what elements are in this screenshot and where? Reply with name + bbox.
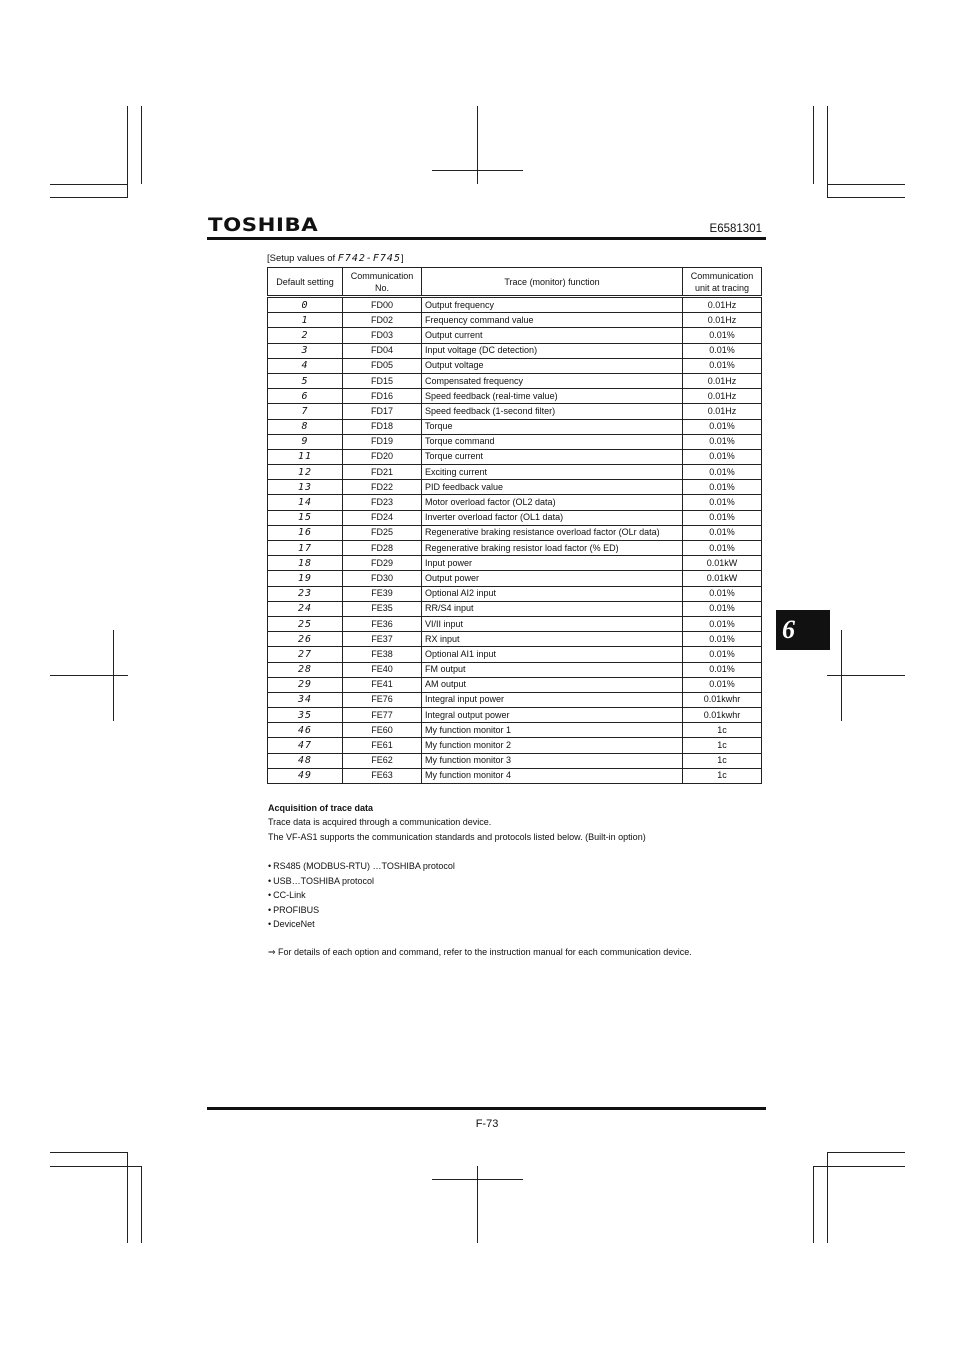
cell-trace-function: Compensated frequency [422,373,683,388]
cell-trace-function: My function monitor 4 [422,768,683,783]
list-item: • DeviceNet [268,917,455,932]
cell-communication-unit: 0.01Hz [683,373,762,388]
cell-communication-unit: 0.01kW [683,556,762,571]
caption-prefix: [Setup values of [267,253,338,264]
cell-default-setting: 24 [268,601,343,616]
cell-communication-unit: 0.01% [683,449,762,464]
cell-default-setting: 3 [268,343,343,358]
acquisition-line-2: The VF-AS1 supports the communication standards and protocols listed below. (Built-in option) [268,832,646,842]
cell-default-setting: 48 [268,753,343,768]
cell-communication-no: FD23 [343,495,422,510]
table-row [268,449,762,464]
cell-default-setting: 29 [268,677,343,692]
cell-communication-unit: 0.01% [683,541,762,556]
cell-communication-no: FE60 [343,723,422,738]
cell-trace-function: VI/II input [422,616,683,631]
cell-trace-function: Regenerative braking resistance overload factor (OLr data) [422,525,683,540]
cell-default-setting: 13 [268,480,343,495]
table-row [268,556,762,571]
cell-communication-unit: 0.01% [683,480,762,495]
cell-default-setting: 0 [268,297,343,313]
cell-communication-unit: 0.01% [683,632,762,647]
cell-communication-unit: 0.01% [683,647,762,662]
cell-communication-unit: 0.01% [683,343,762,358]
cell-communication-no: FD20 [343,449,422,464]
table-header-row [268,268,762,297]
cell-trace-function: Integral input power [422,692,683,707]
cell-communication-unit: 0.01% [683,358,762,373]
table-body [268,297,762,784]
cell-communication-unit: 0.01% [683,677,762,692]
cell-communication-unit: 0.01% [683,601,762,616]
cell-communication-unit: 0.01kW [683,571,762,586]
cell-communication-no: FD30 [343,571,422,586]
cell-default-setting: 18 [268,556,343,571]
cell-communication-unit: 0.01kwhr [683,708,762,723]
cell-default-setting: 19 [268,571,343,586]
cell-trace-function: Regenerative braking resistor load factor (% ED) [422,541,683,556]
cell-trace-function: Input voltage (DC detection) [422,343,683,358]
cell-communication-no: FE37 [343,632,422,647]
cell-communication-no: FD17 [343,404,422,419]
chapter-tab: 6 [776,610,830,650]
cell-trace-function: Torque [422,419,683,434]
table-row [268,692,762,707]
cell-trace-function: Torque command [422,434,683,449]
cell-default-setting: 34 [268,692,343,707]
cell-trace-function: Speed feedback (1-second filter) [422,404,683,419]
cell-trace-function: Exciting current [422,465,683,480]
cell-trace-function: Frequency command value [422,313,683,328]
cell-trace-function: Output current [422,328,683,343]
table-row [268,297,762,313]
cell-trace-function: Output voltage [422,358,683,373]
table-row [268,616,762,631]
footer-rule [207,1107,766,1110]
table-row [268,358,762,373]
toshiba-logo: TOSHIBA [208,214,319,236]
cell-communication-no: FE41 [343,677,422,692]
cell-communication-unit: 0.01Hz [683,389,762,404]
list-item: • USB…TOSHIBA protocol [268,874,455,889]
cell-trace-function: Integral output power [422,708,683,723]
list-item: • RS485 (MODBUS-RTU) …TOSHIBA protocol [268,859,455,874]
cell-communication-unit: 0.01% [683,525,762,540]
cell-communication-unit: 1c [683,723,762,738]
cell-communication-no: FD19 [343,434,422,449]
cell-communication-no: FE76 [343,692,422,707]
list-item: • CC-Link [268,888,455,903]
cell-trace-function: Output power [422,571,683,586]
caption-suffix: ] [400,253,404,264]
caption-parameter-range: F742-F745 [337,253,401,264]
table-row [268,647,762,662]
cell-communication-no: FD18 [343,419,422,434]
cell-communication-unit: 0.01Hz [683,404,762,419]
document-number: E6581301 [709,223,762,235]
reference-note: ⇒ For details of each option and command, refer to the instruction manual for each communication device. [268,947,692,957]
cell-default-setting: 16 [268,525,343,540]
cell-communication-unit: 0.01% [683,419,762,434]
table-row [268,495,762,510]
cell-communication-unit: 0.01% [683,662,762,677]
table-row [268,738,762,753]
cell-default-setting: 23 [268,586,343,601]
cell-default-setting: 11 [268,449,343,464]
table-row [268,662,762,677]
table-row [268,419,762,434]
header-rule [207,237,766,240]
cell-default-setting: 4 [268,358,343,373]
cell-communication-no: FD28 [343,541,422,556]
table-row [268,480,762,495]
cell-default-setting: 2 [268,328,343,343]
table-row [268,434,762,449]
cell-default-setting: 14 [268,495,343,510]
cell-default-setting: 35 [268,708,343,723]
cell-communication-unit: 0.01% [683,434,762,449]
cell-communication-no: FD29 [343,556,422,571]
cell-trace-function: Optional AI1 input [422,647,683,662]
cell-default-setting: 28 [268,662,343,677]
cell-default-setting: 12 [268,465,343,480]
cell-communication-no: FD15 [343,373,422,388]
cell-communication-no: FE63 [343,768,422,783]
cell-default-setting: 1 [268,313,343,328]
cell-communication-unit: 0.01Hz [683,297,762,313]
cell-default-setting: 47 [268,738,343,753]
cell-trace-function: My function monitor 2 [422,738,683,753]
cell-default-setting: 46 [268,723,343,738]
cell-communication-no: FD16 [343,389,422,404]
cell-communication-no: FD22 [343,480,422,495]
cell-communication-unit: 0.01% [683,586,762,601]
cell-communication-no: FD24 [343,510,422,525]
cell-communication-no: FD21 [343,465,422,480]
table-row [268,389,762,404]
cell-communication-unit: 0.01Hz [683,313,762,328]
cell-default-setting: 25 [268,616,343,631]
table-row [268,753,762,768]
table-row [268,343,762,358]
cell-trace-function: Input power [422,556,683,571]
acquisition-title: Acquisition of trace data [268,803,374,813]
cell-trace-function: My function monitor 1 [422,723,683,738]
table-row [268,525,762,540]
cell-trace-function: Inverter overload factor (OL1 data) [422,510,683,525]
cell-communication-unit: 0.01% [683,616,762,631]
cell-default-setting: 17 [268,541,343,556]
list-item: • PROFIBUS [268,903,455,918]
table-row [268,541,762,556]
cell-default-setting: 8 [268,419,343,434]
column-header-trace-function: Trace (monitor) function [422,268,683,297]
cell-trace-function: RR/S4 input [422,601,683,616]
column-header-default-setting: Default setting [268,268,343,297]
table-row [268,708,762,723]
cell-communication-unit: 0.01% [683,465,762,480]
cell-communication-no: FE62 [343,753,422,768]
table-row [268,723,762,738]
cell-communication-no: FD03 [343,328,422,343]
cell-communication-no: FE40 [343,662,422,677]
cell-communication-no: FD02 [343,313,422,328]
cell-trace-function: Torque current [422,449,683,464]
cell-communication-no: FE35 [343,601,422,616]
cell-default-setting: 9 [268,434,343,449]
cell-communication-no: FE61 [343,738,422,753]
cell-trace-function: FM output [422,662,683,677]
cell-default-setting: 7 [268,404,343,419]
cell-communication-no: FD25 [343,525,422,540]
cell-communication-unit: 1c [683,738,762,753]
protocol-list [268,859,455,932]
table-row [268,465,762,480]
cell-communication-no: FD00 [343,297,422,313]
cell-default-setting: 5 [268,373,343,388]
cell-communication-no: FE36 [343,616,422,631]
column-header-communication-no: Communication No. [343,268,422,297]
cell-communication-no: FE39 [343,586,422,601]
table-row [268,601,762,616]
table-row [268,677,762,692]
cell-communication-unit: 0.01% [683,328,762,343]
column-header-communication-unit: Communication unit at tracing [683,268,762,297]
table-row [268,313,762,328]
page-number: F-73 [475,1118,499,1130]
cell-communication-no: FD05 [343,358,422,373]
table-row [268,510,762,525]
cell-default-setting: 15 [268,510,343,525]
cell-trace-function: RX input [422,632,683,647]
cell-communication-unit: 0.01kwhr [683,692,762,707]
cell-default-setting: 26 [268,632,343,647]
acquisition-line-1: Trace data is acquired through a communication device. [268,817,492,827]
cell-trace-function: Optional AI2 input [422,586,683,601]
cell-communication-unit: 1c [683,768,762,783]
table-row [268,768,762,783]
table-row [268,328,762,343]
cell-trace-function: My function monitor 3 [422,753,683,768]
cell-default-setting: 27 [268,647,343,662]
cell-communication-no: FE77 [343,708,422,723]
cell-trace-function: AM output [422,677,683,692]
cell-default-setting: 6 [268,389,343,404]
cell-trace-function: Speed feedback (real-time value) [422,389,683,404]
trace-function-table [267,267,762,784]
cell-communication-no: FE38 [343,647,422,662]
cell-communication-unit: 1c [683,753,762,768]
cell-communication-unit: 0.01% [683,510,762,525]
table-row [268,571,762,586]
table-row [268,404,762,419]
cell-communication-no: FD04 [343,343,422,358]
cell-trace-function: PID feedback value [422,480,683,495]
cell-trace-function: Motor overload factor (OL2 data) [422,495,683,510]
table-row [268,586,762,601]
cell-default-setting: 49 [268,768,343,783]
table-row [268,373,762,388]
table-row [268,632,762,647]
cell-communication-unit: 0.01% [683,495,762,510]
table-caption [267,253,404,264]
cell-trace-function: Output frequency [422,297,683,313]
